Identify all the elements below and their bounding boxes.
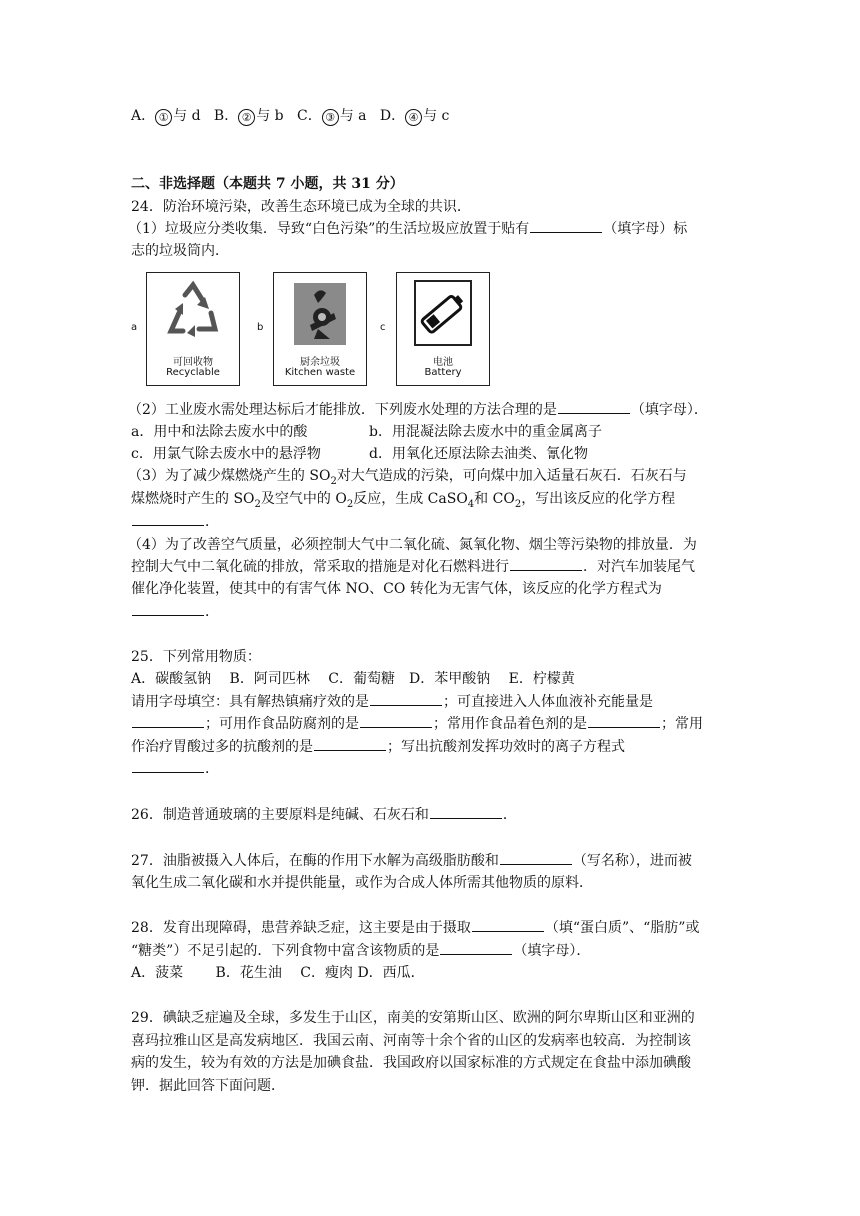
answer-blank[interactable]: [558, 400, 630, 414]
bin-label-a: a: [131, 322, 138, 333]
recycle-icon: [147, 273, 239, 353]
section-heading: 二、非选择题（本题共 7 小题，共 31 分）: [131, 176, 404, 192]
q27-line2: 氧化生成二氧化碳和水并提供能量，或作为合成人体所需其他物质的原料．: [131, 875, 593, 891]
prev-answer-options: A． ① 与 d B． ② 与 b C． ③ 与 a D． ④ 与 c: [131, 108, 450, 124]
answer-blank[interactable]: [588, 714, 660, 728]
answer-blank[interactable]: [132, 714, 204, 728]
battery-bin-sign: [396, 272, 490, 386]
q24-p4-line4: ．: [131, 602, 219, 622]
q25-line3: 作治疗胃酸过多的抗酸剂的是 ；写出抗酸剂发挥功效时的离子方程式: [131, 739, 625, 755]
q24-stem: 24．防治环境污染，改善生态环境已成为全球的共识．: [131, 199, 471, 215]
answer-blank[interactable]: [500, 851, 572, 865]
answer-blank[interactable]: [510, 557, 582, 571]
answer-blank[interactable]: [472, 918, 544, 932]
q29-line2: 喜玛拉雅山区是高发病地区．我国云南、河南等十余个省的山区的发病率也较高．为控制该: [131, 1033, 691, 1049]
bin-label-b: b: [257, 322, 264, 333]
q24-p3-line3: ．: [131, 512, 219, 532]
q24-p4-line1: （4）为了改善空气质量，必须控制大气中二氧化硫、氮氧化物、烟尘等污染物的排放量．为: [128, 537, 697, 553]
bin-en-label: Battery: [424, 367, 462, 378]
answer-blank[interactable]: [530, 219, 602, 233]
q29-line3: 病的发生，较为有效的方法是加碘食盐．我国政府以国家标准的方式规定在食盐中添加碘酸: [131, 1055, 691, 1071]
bin-cn-label: 电池: [433, 357, 453, 368]
q25-options: A．碳酸氢钠 B．阿司匹林 C．葡萄糖 D．苯甲酸钠 E．柠檬黄: [131, 671, 575, 687]
q24-p2-line1: （2）工业废水需处理达标后才能排放．下列废水处理的方法合理的是 （填字母）．: [128, 402, 708, 418]
q28-options: A．菠菜 B．花生油 C．瘦肉 D．西瓜．: [131, 965, 425, 981]
answer-blank[interactable]: [440, 941, 512, 955]
q26: 26．制造普通玻璃的主要原料是纯碱、石灰石和 ．: [131, 807, 517, 823]
q25-stem: 25．下列常用物质：: [131, 649, 261, 665]
q24-p1-line1: （1）垃圾应分类收集．导致“白色污染”的生活垃圾应放置于贴有 （填字母）标: [128, 221, 688, 237]
q24-p1-line2: 志的垃圾筒内．: [131, 243, 229, 259]
q24-opt-row2: c．用氯气除去废水中的悬浮物 d．用氧化还原法除去油类、氰化物: [131, 446, 588, 462]
bin-cn-label: 厨余垃圾: [300, 357, 340, 368]
q25-line2: ；可用作食品防腐剂的是 ；常用作食品着色剂的是 ；常用: [131, 714, 703, 734]
q28-line2: “糖类”）不足引起的．下列食物中富含该物质的是 （填字母）．: [131, 943, 591, 959]
answer-blank[interactable]: [370, 692, 442, 706]
q29-line1: 29．碘缺乏症遍及全球，多发生于山区，南美的安第斯山区、欧洲的阿尔卑斯山区和亚洲的: [131, 1010, 695, 1026]
q24-p4-line2: 控制大气中二氧化硫的排放，常采取的措施是对化石燃料进行 ．对汽车加装尾气: [131, 559, 695, 575]
answer-blank[interactable]: [132, 512, 204, 526]
answer-blank[interactable]: [430, 805, 502, 819]
q24-p3-line2: 煤燃烧时产生的 $SO_2$及空气中的 $O_2$反应，生成 CaSO$_4$和 $CO_2$，写出该反应的化学方程: [131, 491, 676, 510]
answer-blank[interactable]: [132, 602, 204, 616]
answer-blank[interactable]: [132, 759, 204, 773]
q25-line1: 请用字母填空：具有解热镇痛疗效的是 ；可直接进入人体血液补充能量是: [131, 694, 653, 710]
food-waste-icon: [274, 273, 366, 353]
recyclable-bin-sign: [146, 272, 240, 386]
q24-opt-row1: a．用中和法除去废水中的酸 b．用混凝法除去废水中的重金属离子: [131, 424, 602, 440]
bin-cn-label: 可回收物: [173, 357, 213, 368]
bin-en-label: Recyclable: [166, 367, 220, 378]
q24-p4-line3: 催化净化装置，使其中的有害气体 NO、CO 转化为无害气体，该反应的化学方程式为: [131, 581, 662, 597]
q25-line4: ．: [131, 759, 219, 779]
kitchen-waste-bin-sign: [273, 272, 367, 386]
battery-icon: [397, 273, 489, 353]
answer-blank[interactable]: [314, 737, 386, 751]
q29-line4: 钾．据此回答下面问题．: [131, 1078, 285, 1094]
bin-label-c: c: [380, 322, 386, 333]
q27-line1: 27．油脂被摄入人体后，在酶的作用下水解为高级脂肪酸和 （写名称），进而被: [131, 853, 692, 869]
q24-p3-line1: （3）为了减少煤燃烧产生的 $SO_2$对大气造成的污染，可向煤中加入适量石灰石．石灰石与: [128, 468, 687, 487]
bin-en-label: Kitchen waste: [284, 367, 356, 378]
answer-blank[interactable]: [360, 714, 432, 728]
q28-line1: 28．发育出现障碍，患营养缺乏症，这主要是由于摄取 （填“蛋白质”、“脂肪”或: [131, 920, 700, 936]
